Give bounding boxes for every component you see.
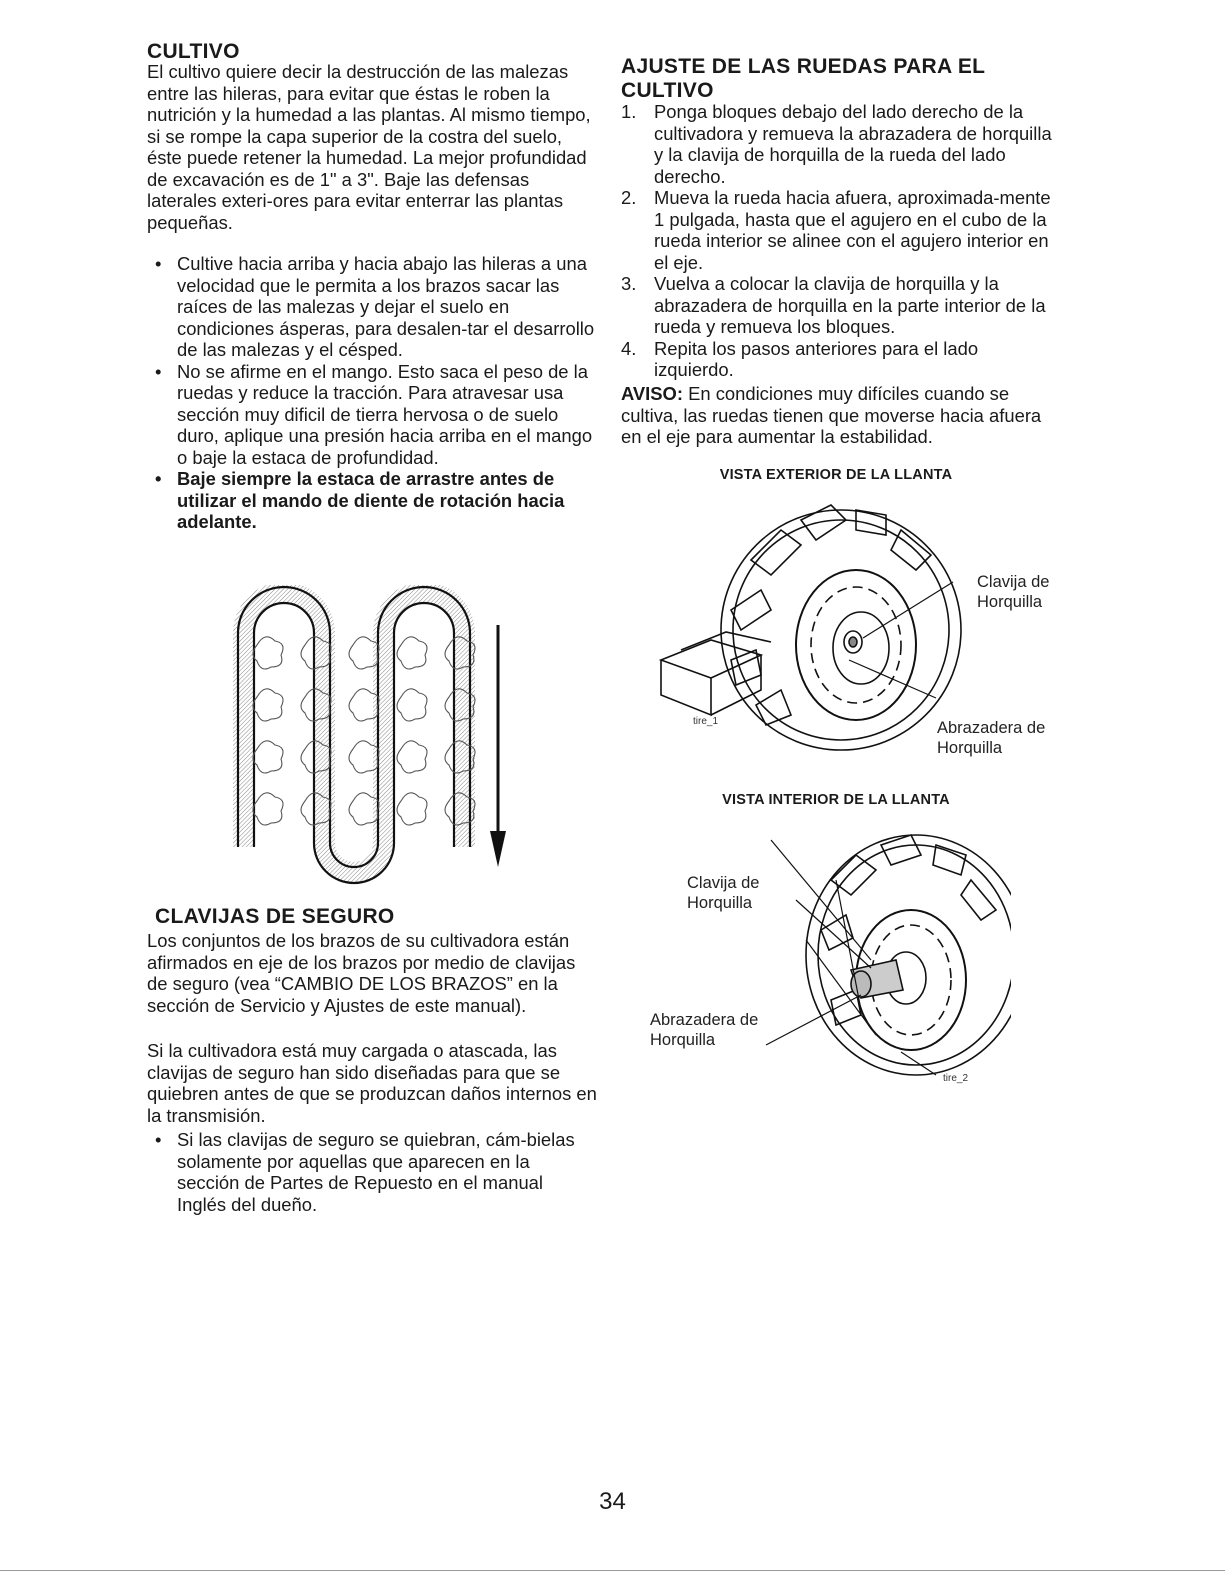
bottom-rule [0, 1570, 1225, 1571]
clavijas-bullet-list [147, 1129, 597, 1215]
wheel-adjust-heading: AJUSTE DE LAS RUEDAS PARA EL CULTIVO [621, 55, 985, 102]
figure-2-title: VISTA INTERIOR DE LA LLANTA [722, 792, 950, 808]
clavijas-paragraph-1: Los conjuntos de los brazos de su cultivadora están afirmados en eje de los brazos por medio de clavijas de seguro (vea “CAMBIO DE LOS BRAZOS” en la sección de Servicio y Ajustes de este manual). [147, 930, 576, 1016]
wheel-adjust-steps [621, 101, 1061, 381]
cultivo-bullet-3: • Baje siempre la estaca de arrastre antes de utilizar el mando de diente de rotación hacia adelante. [147, 468, 597, 533]
step-2: 2. Mueva la rueda hacia afuera, aproximada-mente 1 pulgada, hasta que el agujero en el cubo de la rueda interior se alinee con el agujero interior en el eje. [621, 187, 1051, 273]
cultivo-paragraph: El cultivo quiere decir la destrucción de las malezas entre las hileras, para evitar que éstas le roben la nutrición y la humedad a las plantas. Al mismo tiempo, si se rompe la capa superior de la costra del suelo, éste puede retener la humedad. La mejor profundidad de excavación es de 1" a 3". Baje las defensas laterales exteri-ores para evitar enterrar las plantas pequeñas. [147, 61, 591, 233]
fig2-clip-label: Abrazadera de Horquilla [650, 1011, 759, 1049]
plant-icon [397, 689, 427, 721]
plant-icon [397, 741, 427, 773]
figure-1-title: VISTA EXTERIOR DE LA LLANTA [719, 467, 953, 483]
fig1-clip-label: Abrazadera de Horquilla [937, 719, 1046, 757]
plant-icon [253, 637, 283, 669]
plant-icon [397, 793, 427, 825]
plant-icon [253, 741, 283, 773]
fig2-pin-label: Clavija de Horquilla [687, 874, 760, 912]
step-1: 1. Ponga bloques debajo del lado derecho de la cultivadora y remueva la abrazadera de horquilla y la clavija de horquilla de la rueda del lado derecho. [621, 101, 1052, 187]
fig2-code: tire_2 [943, 1073, 969, 1084]
aviso-label: AVISO: [621, 383, 683, 404]
page-number: 34 [599, 1488, 626, 1515]
cultivo-bullet-2: • No se afirme en el mango. Esto saca el peso de la ruedas y reduce la tracción. Para atravesar usa sección muy dificil de tierra hervosa o de suelo duro, aplique una presión hacia arriba en el mango o baje la estaca de profundidad. [147, 361, 597, 469]
plant-icon [397, 637, 427, 669]
aviso-text: En condiciones muy difíciles cuando se cultiva, las ruedas tienen que moverse hacia afuera en el eje para aumentar la estabilidad. [621, 383, 1042, 447]
plant-icon [253, 793, 283, 825]
step-4: 4. Repita los pasos anteriores para el lado izquierdo. [621, 337, 979, 380]
clavijas-bullet-1: • Si las clavijas de seguro se quiebran, cám-bielas solamente por aquellas que aparecen en la sección de Partes de Repuesto en el manual Inglés del dueño. [147, 1129, 597, 1215]
fig1-pin-label: Clavija de Horquilla [977, 573, 1050, 611]
aviso-paragraph [621, 383, 1061, 448]
cultivo-bullet-1: • Cultive hacia arriba y hacia abajo las hileras a una velocidad que le permita a los brazos sacar las raíces de las malezas y dejar el suelo en condiciones ásperas, para desalen-tar el desarrollo de las malezas y el césped. [147, 253, 597, 361]
clavijas-paragraph-2: Si la cultivadora está muy cargada o atascada, las clavijas de seguro han sido diseñadas para que se quiebren antes de que se produzcan daños internos en la transmisión. [147, 1040, 597, 1126]
cultivation-pattern-illustration [232, 585, 522, 885]
fig1-code: tire_1 [693, 716, 719, 727]
step-3: 3. Vuelva a colocar la clavija de horquilla y la abrazadera de horquilla en la parte interior de la rueda y remueva los bloques. [621, 273, 1046, 337]
plant-icon [253, 689, 283, 721]
cultivo-bullet-list [147, 253, 597, 533]
cultivo-heading: CULTIVO [147, 40, 240, 63]
clavijas-heading: CLAVIJAS DE SEGURO [155, 905, 395, 928]
